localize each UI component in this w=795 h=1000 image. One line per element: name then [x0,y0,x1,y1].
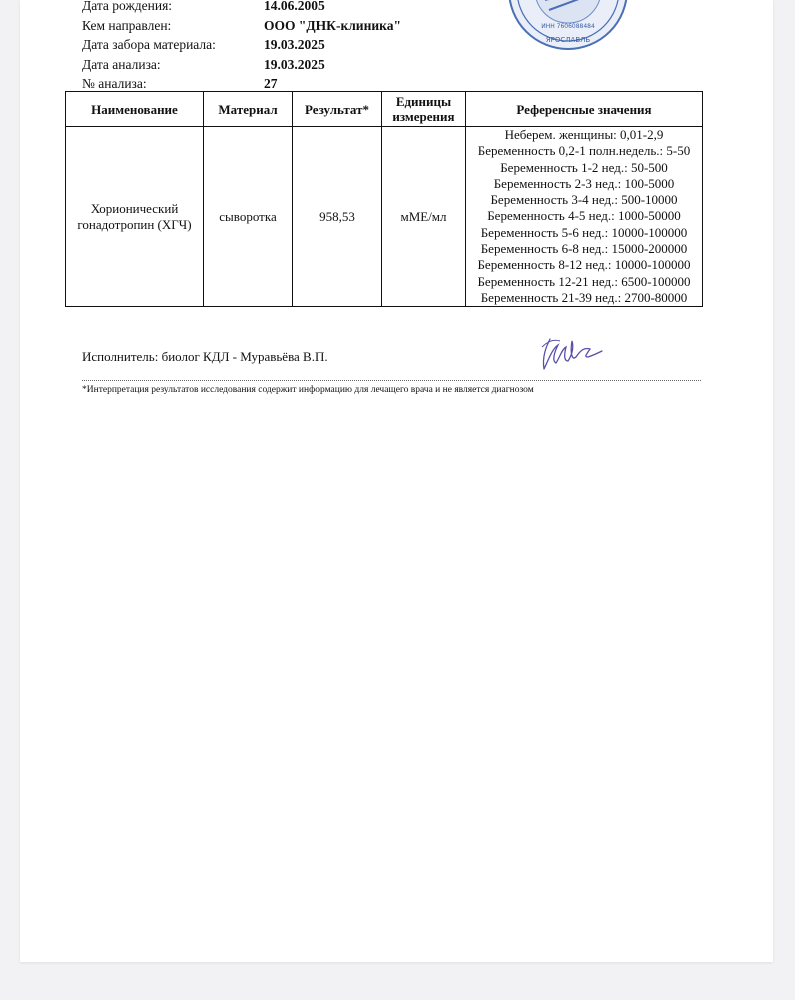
reference-line: Беременность 8-12 нед.: 10000-100000 [477,257,691,273]
birth-date-value: 14.06.2005 [264,0,325,13]
document-page [20,0,773,962]
analysis-date-label: Дата анализа: [82,56,161,72]
test-name-cell [66,127,204,307]
test-name-line2: гонадотропин (ХГЧ) [77,216,192,232]
sample-date-label: Дата забора материала: [82,37,216,52]
header-name: Наименование [66,92,204,127]
table-row [66,127,703,307]
reference-line: Беременность 5-6 нед.: 10000-100000 [480,224,688,240]
reference-line: Беременность 1-2 нед.: 50-500 [500,159,668,175]
units-cell: мМЕ/мл [382,127,466,307]
result-cell: 958,53 [293,127,382,307]
reference-line: Беременность 6-8 нед.: 15000-200000 [480,241,688,257]
header-units-line2: измерения [392,109,455,124]
referred-by-value: ООО "ДНК-клиника" [264,17,401,33]
table-header-row [66,92,703,127]
referred-by-label: Кем направлен: [82,17,172,33]
signature [528,327,608,377]
header-material: Материал [204,92,293,127]
executor-line: Исполнитель: биолог КДЛ - Муравьёва В.П. [82,349,328,364]
reference-line: Беременность 3-4 нед.: 500-10000 [490,192,678,208]
header-reference: Референсные значения [466,92,703,127]
stamp-text-city: ЯРОСЛАВЛЬ [545,36,591,44]
reference-line: Беременность 2-3 нед.: 100-5000 [493,175,675,191]
reference-line: Беременность 0,2-1 полн.недель.: 5-50 [477,143,691,159]
test-name-line1: Хорионический [90,200,179,216]
sample-date-value: 19.03.2025 [264,37,325,52]
analysis-number-label: № анализа: [82,76,147,91]
divider [82,380,701,381]
material-cell: сыворотка [204,127,293,307]
lab-stamp [507,0,629,52]
footnote: *Интерпретация результатов исследования содержит информацию для лечащего врача и не является диагнозом [82,385,534,395]
analysis-date-value: 19.03.2025 [264,56,325,72]
header-units [382,92,466,127]
reference-line: Беременность 12-21 нед.: 6500-100000 [477,273,691,289]
results-table [65,91,703,307]
reference-line: Неберем. женщины: 0,01-2,9 [504,127,664,142]
header-units-line1: Единицы [395,94,452,109]
birth-date-label: Дата рождения: [82,0,173,13]
stamp-text-inn: ИНН 7606088484 [541,23,595,30]
header-result: Результат* [293,92,382,127]
reference-cell [466,127,703,307]
reference-line: Беременность 21-39 нед.: 2700-80000 [480,289,688,305]
analysis-number-value: 27 [264,76,278,91]
reference-line: Беременность 4-5 нед.: 1000-50000 [487,208,681,224]
